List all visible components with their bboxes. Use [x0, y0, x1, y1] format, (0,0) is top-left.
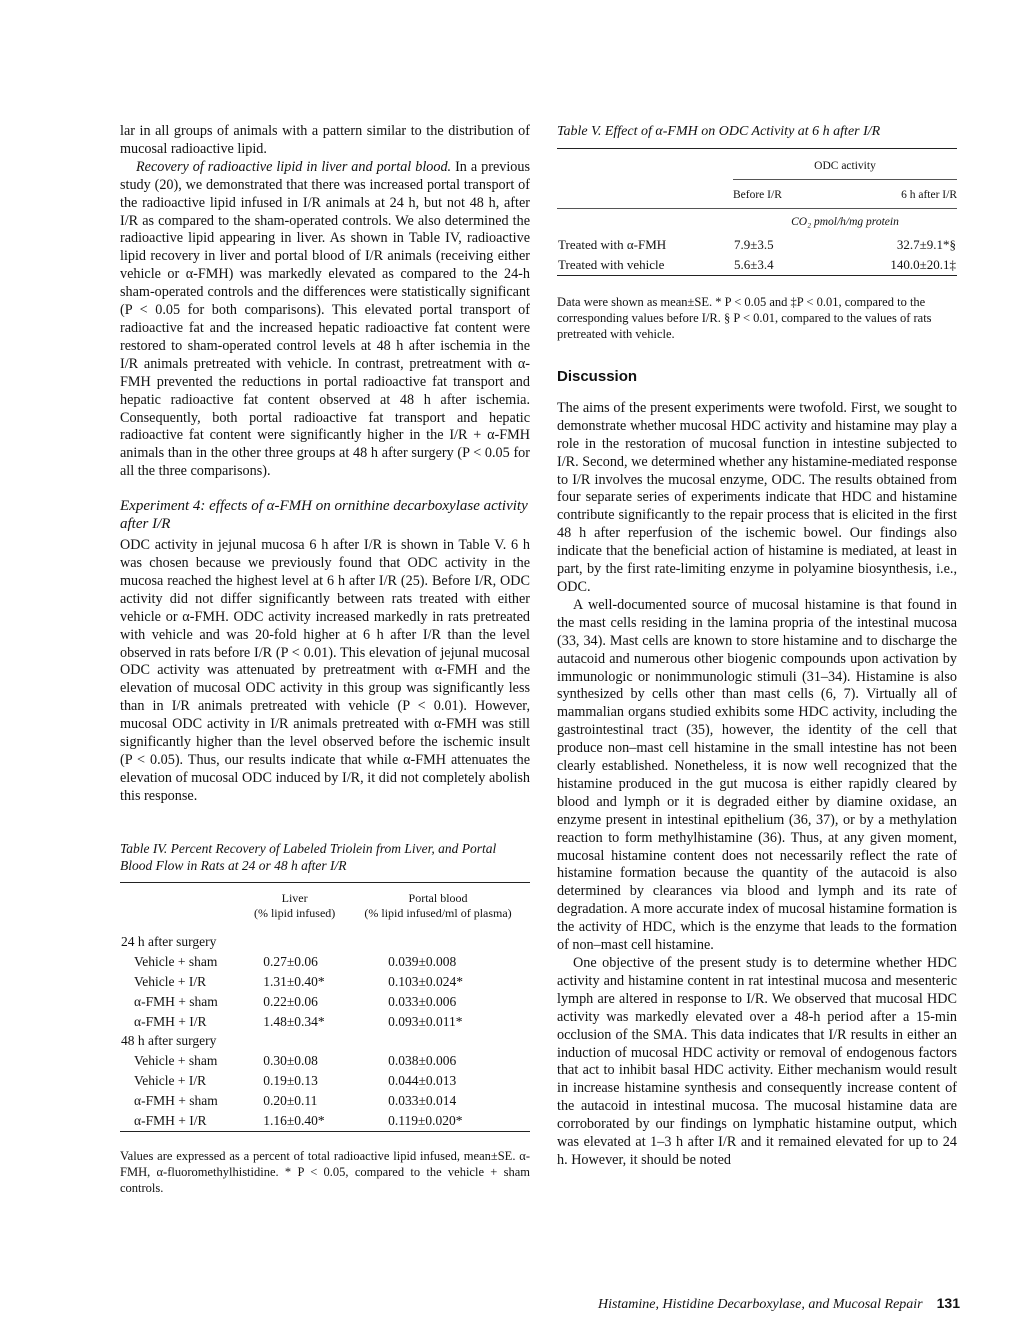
group-header: ODC activity	[814, 160, 876, 172]
table-row	[120, 992, 530, 1012]
units: CO₂ pmol/h/mg protein	[791, 216, 899, 228]
portal-value: 0.039±0.008	[388, 953, 457, 969]
after-value: 32.7±9.1*§	[896, 237, 956, 252]
portal-value: 0.119±0.020*	[388, 1112, 463, 1128]
row-label: Vehicle + sham	[134, 1052, 218, 1068]
table-row	[120, 952, 530, 972]
paragraph: ODC activity in jejunal mucosa 6 h after I/R is shown in Table V. 6 h was chosen because we previously found that ODC activity in the mucosa reached the highest level at 6 h after I/R (25). Before I/R, ODC activity did not differ significantly between rats treated with either vehicle or α-FMH. ODC activity increased markedly in rats pretreated with vehicle and was 20-fold higher at 6 h after I/R than the level observed in rats before I/R (P < 0.01). This elevation of jejunal mucosal ODC activity was attenuated by pretreatment with α-FMH and the elevation of mucosal ODC activity in this group was significantly less than in I/R animals pretreated with vehicle (P < 0.01). However, mucosal ODC activity in I/R animals pretreated with α-FMH was still significantly higher than the level observed before the ischemic insult (P < 0.05). Thus, our results indicate that while α-FMH attenuates the elevation of mucosal ODC induced by I/R, it did not completely abolish this response.	[120, 537, 530, 804]
row-label: Vehicle + I/R	[134, 1072, 207, 1088]
liver-value: 1.48±0.34*	[263, 1013, 325, 1029]
row-label: Vehicle + sham	[134, 953, 218, 969]
table-v	[557, 123, 957, 342]
after-value: 140.0±20.1‡	[890, 257, 956, 272]
right-column	[557, 123, 957, 1170]
table-footnote: Data were shown as mean±SE. * P < 0.05 and ‡P < 0.01, compared to the corresponding values before I/R. § P < 0.01, compared to the values of rats pretreated with vehicle.	[557, 295, 932, 341]
section-heading: Discussion	[557, 368, 638, 385]
portal-value: 0.044±0.013	[388, 1072, 457, 1088]
table-row	[557, 255, 957, 276]
portal-value: 0.093±0.011*	[388, 1013, 463, 1029]
table-row	[557, 235, 957, 255]
before-value: 5.6±3.4	[734, 257, 774, 272]
before-value: 7.9±3.5	[734, 237, 774, 252]
paragraph: A well-documented source of mucosal histamine is that found in the mast cells residing in the lamina propria of the intestinal mucosa (33, 34). Mast cells are known to store histamine and to discharge the autacoid and numerous other biogenic compounds upon activation by immunologic or nonimmunologic stimuli (31–34). Histamine is also synthesized by cells other than mast cells (6, 7). Virtually all of mammalian organs studied exhibits some HDC activity, including the gastrointestinal tract (35), however, the identity of the cell that produce non–mast cell histamine in the small intestine has not been clearly established. Nonetheless, it is now well recognized that the histamine produced in the gut mucosa is either rapidly cleared by blood and lymph or it is degraded either by diamine oxidase, an enzyme present in intestinal epithelium (36, 37), or by a methylation reaction to form methylhistamine (36). Thus, at any given moment, mucosal histamine content does not necessarily reflect the rate of histamine formation because the quantity of the autacoid is also determined by clearances via blood and lymph and its rate of degradation. A more accurate index of mucosal histamine formation is the activity of HDC, which is the enzyme that leads to the formation of non–mast cell histamine.	[557, 596, 957, 954]
col-header: Portal blood	[408, 890, 468, 905]
paragraph: Recovery of radioactive lipid in liver and portal blood. In a previous study (20), we demonstrated that there was increased portal transport of the radioactive lipid infused in I/R animals at 24 h, but not 48 h, after I/R as compared to the sham-operated controls. We also determined the radioactive lipid appearing in liver. As shown in Table IV, radioactive lipid recovery in liver and portal blood of I/R animals (receiving either vehicle or α-FMH) was markedly elevated as compared to the 24-h sham-operated controls and the differences were statistically significant (P < 0.05 for both comparisons). This elevated portal transport of radioactive fat and the increased hepatic radioactive fat content were restored to sham-operated control levels at 48 h after ischemia in the I/R animals pretreated with vehicle. In contrast, pretreatment with α-FMH prevented the reductions in portal radioactive fat transport and hepatic radioactive fat content observed at 48 h after ischemia. Consequently, both portal radioactive fat transport and hepatic radioactive fat content were significantly higher in the I/R + α-FMH animals than in the other three groups at 48 h after surgery (P < 0.05 for all the three comparisons).	[120, 158, 530, 480]
row-label: Treated with vehicle	[558, 257, 665, 272]
row-label: α-FMH + I/R	[134, 1013, 207, 1029]
page-number: 131	[936, 1295, 960, 1311]
row-label: α-FMH + I/R	[134, 1112, 207, 1128]
table-iv: Table IV. Percent Recovery of Labeled Triolein from Liver, and Portal Blood Flow in Rats at 24 or 48 h after I/R Liver (% lipid infused) Portal blood (% lipid infused/ml of plasma) 24 h after surgery Vehicle + sham 0.27±0.06 0.039±0.008 Vehicle + I/R 1.31±0.40* 0.103±0.024* α-FMH + sham 0.22±0.06 0.033±0.006 α-FMH + I/R 1.48±0.34* 0.093±0.011* 48 h after surgery Vehicle + sham 0.30±0.08 0.038±0.006 Vehicle + I/R 0.19±0.13 0.044±0.013 α-FMH + sham 0.20±0.11 0.033±0.014 α-FMH + I/R 1.16±0.40* 0.119±0.020* Values are expressed as a percent of total radioactive lipid infused, mean±SE. α-FMH, α-fluoromethylhistidine. * P < 0.05, compared to the vehicle + sham controls.	[120, 840, 530, 1195]
row-label: α-FMH + sham	[134, 993, 218, 1009]
subsection-heading: Experiment 4: effects of α-FMH on ornithine decarboxylase activity after I/R	[120, 498, 528, 533]
table-row	[120, 1051, 530, 1071]
group-label: 24 h after surgery	[121, 933, 217, 949]
portal-value: 0.038±0.006	[388, 1052, 457, 1068]
col-header: Liver	[281, 890, 308, 905]
left-column	[120, 123, 530, 1196]
paragraph: The aims of the present experiments were twofold. First, we sought to demonstrate whether mucosal HDC activity and histamine may play a role in the restoration of mucosal function in intestine subjected to I/R. Second, we determined whether any histamine-mediated response to I/R involves the mucosal enzyme, ODC. The results obtained from four separate series of experiments indicate that HDC and histamine contribute significantly to the repair process that is elicited in the first 48 h after reperfusion of the ischemic bowel. Our findings also indicate that the beneficial action of histamine is mediated, at least in part, by the first rate-limiting enzyme in polyamine biosynthesis, i.e., ODC.	[557, 399, 957, 595]
table-row	[120, 972, 530, 992]
table-row	[120, 1071, 530, 1091]
row-label: Treated with α-FMH	[558, 237, 667, 252]
col-header: Before I/R	[733, 180, 827, 209]
col-header: 6 h after I/R	[827, 180, 957, 209]
table-footnote: Values are expressed as a percent of total radioactive lipid infused, mean±SE. α-FMH, α-fluoromethylhistidine. * P < 0.05, compared to the vehicle + sham controls.	[120, 1148, 530, 1195]
portal-value: 0.103±0.024*	[388, 973, 463, 989]
page-footer	[560, 1295, 960, 1314]
paragraph: One objective of the present study is to determine whether HDC activity and histamine content in rat intestinal mucosa and mesenteric lymph are altered in response to I/R. We observed that mucosal HDC activity was markedly elevated over a 48-h period after a 15-min occlusion of the SMA. This data indicates that I/R results in either an induction of mucosal HDC activity or removal of endogenous factors that act to inhibit basal HDC activity. Either mechanism would result in increase histamine synthesis and consequently increase content of the autacoid in intestinal mucosa. The mucosal histamine data are corroborated by our findings on lymphatic histamine output, which was elevated at 1–3 h after I/R and it remained elevated for up to 24 h. However, it should be noted	[557, 955, 957, 1168]
group-label: 48 h after surgery	[121, 1032, 217, 1048]
row-label: Vehicle + I/R	[134, 973, 207, 989]
portal-value: 0.033±0.006	[388, 993, 457, 1009]
liver-value: 0.30±0.08	[263, 1052, 318, 1068]
table-row	[120, 1111, 530, 1132]
row-label: α-FMH + sham	[134, 1092, 218, 1108]
table-row	[120, 1091, 530, 1111]
table-row	[120, 1012, 530, 1032]
table-caption: Table IV. Percent Recovery of Labeled Triolein from Liver, and Portal Blood Flow in Rats at 24 or 48 h after I/R	[120, 840, 497, 873]
liver-value: 0.22±0.06	[263, 993, 318, 1009]
running-title: Histamine, Histidine Decarboxylase, and Mucosal Repair	[597, 1297, 923, 1312]
liver-value: 1.31±0.40*	[263, 973, 325, 989]
liver-value: 0.20±0.11	[263, 1092, 318, 1108]
liver-value: 0.27±0.06	[263, 953, 318, 969]
run-in-heading: Recovery of radioactive lipid in liver and portal blood.	[136, 158, 452, 175]
paragraph: lar in all groups of animals with a pattern similar to the distribution of mucosal radioactive lipid.	[120, 123, 530, 157]
liver-value: 0.19±0.13	[263, 1072, 318, 1088]
table-caption: Table V. Effect of α-FMH on ODC Activity at 6 h after I/R	[557, 124, 881, 139]
liver-value: 1.16±0.40*	[263, 1112, 325, 1128]
portal-value: 0.033±0.014	[388, 1092, 457, 1108]
